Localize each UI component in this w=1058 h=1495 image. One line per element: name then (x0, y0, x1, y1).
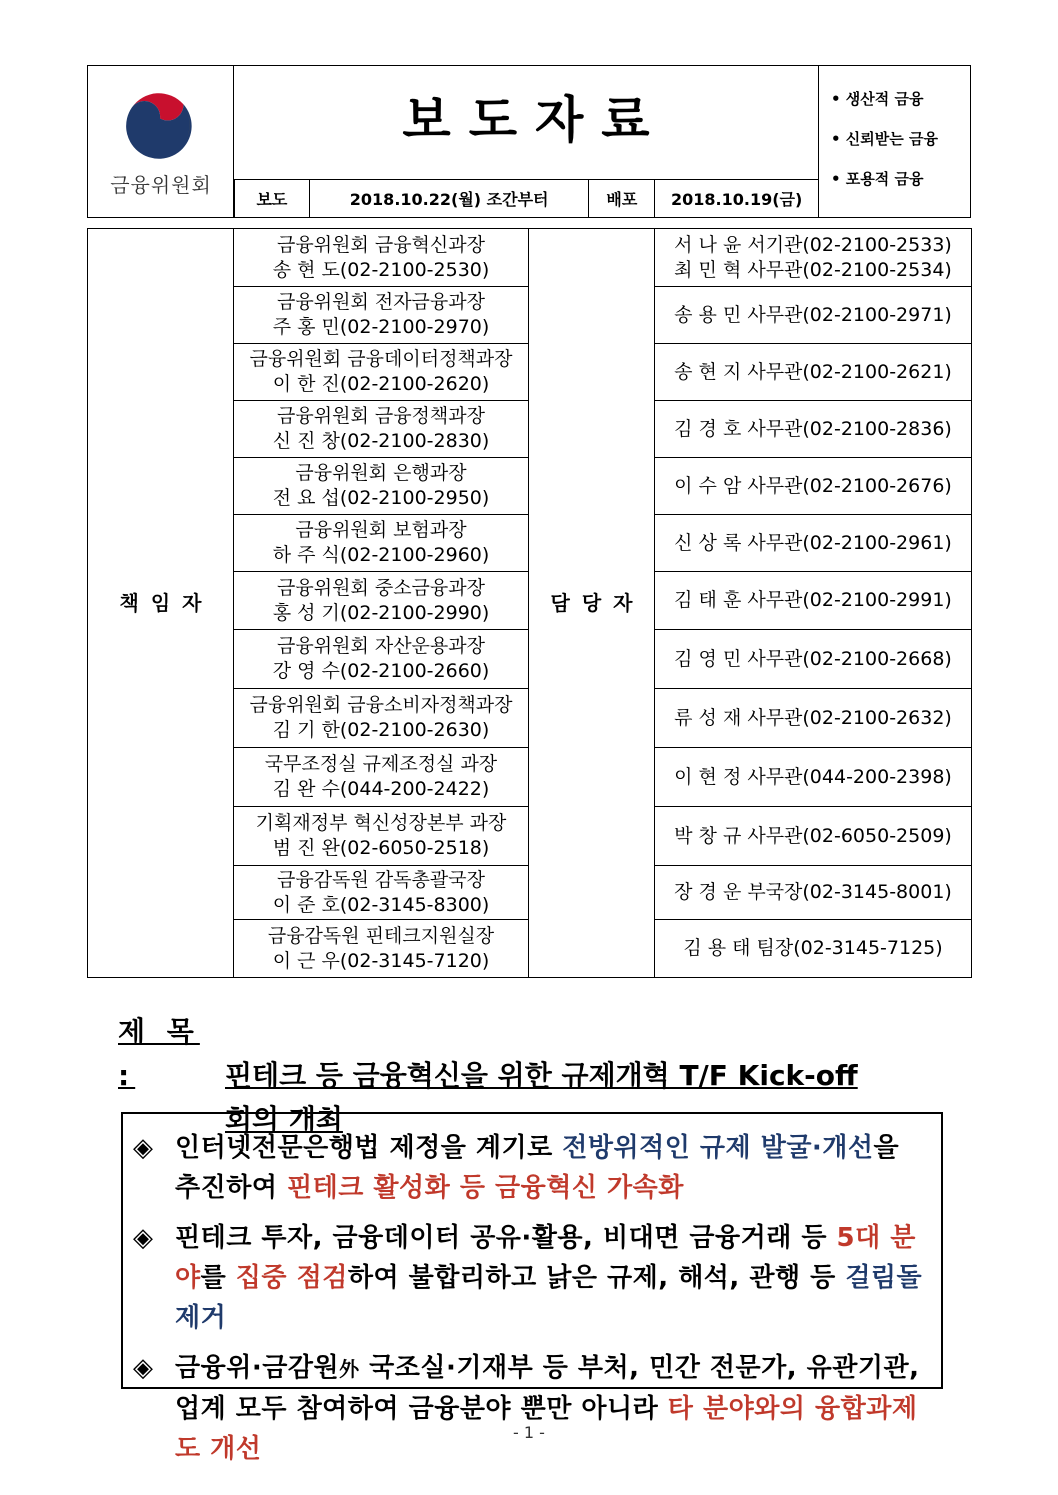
responsible-name-phone: 이 준 호(02-3145-8300) (272, 893, 490, 916)
staff-cell (655, 748, 972, 807)
responsible-org: 금융위원회 자산운용과장 (277, 635, 485, 657)
responsible-org: 기획재정부 혁신성장본부 과장 (255, 812, 507, 834)
staff-name-phone: 장 경 운 부국장(02-3145-8001) (674, 881, 952, 903)
staff-cell (655, 572, 972, 630)
staff-cell (655, 689, 972, 748)
responsible-org: 금융위원회 금융정책과장 (277, 405, 485, 427)
table-row (88, 229, 972, 287)
bullet-1-highlight-red: 핀테크 활성화 등 금융혁신 가속화 (287, 1173, 684, 1203)
bullet-1-text-a: 인터넷전문은행법 제정을 계기로 (175, 1133, 563, 1163)
responsible-org: 금융위원회 금융데이터정책과장 (249, 348, 513, 370)
responsible-name-phone: 전 요 섭(02-2100-2950) (272, 487, 490, 509)
responsible-label: 책임자 (88, 229, 234, 978)
fsc-logo-icon (121, 84, 199, 162)
staff-name-phone: 송 용 민 사무관(02-2100-2971) (674, 303, 952, 326)
staff-name-phone: 송 현 지 사무관(02-2100-2621) (674, 360, 952, 383)
responsible-org: 금융위원회 중소금융과장 (277, 576, 485, 599)
staff-name-phone: 김 영 민 사무관(02-2100-2668) (674, 647, 952, 670)
responsible-cell (234, 344, 529, 401)
press-release-header (87, 65, 971, 218)
subject-title-line2: 회의 개최 (225, 1103, 343, 1136)
summary-bullet-3 (133, 1348, 931, 1469)
staff-name-phone: 김 태 훈 사무관(02-2100-2991) (674, 589, 952, 611)
staff-label: 담당자 (529, 229, 655, 978)
responsible-cell (234, 401, 529, 458)
bullet-2-highlight-blue: 걸림돌 제거 (175, 1263, 923, 1333)
staff-cell (655, 401, 972, 458)
responsible-name-phone: 송 현 도(02-2100-2530) (272, 258, 490, 281)
bullet-3-text-b: 국조실·기재부 등 부처, 민간 전문가, 유관기관, 업계 모두 참여하여 금융분야 뿐만 아니라 (175, 1353, 920, 1424)
bullet-2-text-c: 하여 불합리하고 낡은 규제, 해석, 관행 등 (347, 1263, 846, 1293)
subject-title-line1: 핀테크 등 금융혁신을 위한 규제개혁 T/F Kick-off (225, 1059, 858, 1092)
responsible-cell (234, 458, 529, 515)
page-title: 보도자료 (402, 91, 668, 149)
responsible-cell (234, 866, 529, 920)
responsible-org: 금융위원회 은행과장 (295, 462, 467, 484)
title-cell (234, 66, 818, 174)
responsible-cell (234, 689, 529, 748)
bullet-3-text-small: 外 (339, 1357, 360, 1381)
staff-name-phone: 이 현 정 사무관(044-200-2398) (674, 765, 952, 788)
staff-name-phone: 서 나 윤 서기관(02-2100-2533) (674, 233, 952, 256)
summary-bullet-1 (133, 1128, 931, 1208)
responsible-name-phone: 하 주 식(02-2100-2960) (272, 544, 490, 566)
responsible-cell (234, 287, 529, 344)
staff-cell (655, 287, 972, 344)
staff-name-phone: 이 수 암 사무관(02-2100-2676) (674, 474, 952, 497)
staff-cell (655, 807, 972, 866)
slogan-productive: • 생산적 금융 (831, 90, 924, 108)
staff-name-phone: 박 창 규 사무관(02-6050-2509) (674, 824, 952, 847)
staff-name-phone: 최 민 혁 사무관(02-2100-2534) (674, 258, 952, 281)
responsible-org: 금융위원회 전자금융과장 (277, 291, 485, 313)
responsible-name-phone: 김 완 수(044-200-2422) (272, 778, 490, 800)
diamond-bullet-icon: ◈ (133, 1353, 153, 1383)
bullet-3-text-a: 금융위·금감원 (175, 1353, 340, 1383)
diamond-bullet-icon: ◈ (133, 1133, 153, 1163)
responsible-name-phone: 홍 성 기(02-2100-2990) (272, 601, 490, 624)
diamond-bullet-icon: ◈ (133, 1223, 153, 1253)
release-info-row (234, 179, 818, 217)
bullet-1-highlight-blue: 전방위적인 규제 발굴·개선 (562, 1133, 874, 1163)
release-label: 보도 (235, 180, 310, 217)
staff-cell (655, 866, 972, 920)
responsible-cell (234, 807, 529, 866)
bullet-2-highlight-red-a: 5대 분야 (175, 1223, 916, 1293)
staff-name-phone: 류 성 재 사무관(02-2100-2632) (674, 706, 952, 729)
responsible-org: 국무조정실 규제조정실 과장 (264, 753, 498, 775)
responsible-name-phone: 이 근 우(02-3145-7120) (272, 949, 490, 972)
staff-cell (655, 515, 972, 572)
responsible-cell (234, 920, 529, 978)
responsible-name-phone: 이 한 진(02-2100-2620) (272, 373, 490, 395)
slogan-inclusive: • 포용적 금융 (831, 170, 924, 188)
responsible-name-phone: 범 진 완(02-6050-2518) (272, 837, 490, 859)
staff-cell (655, 630, 972, 689)
staff-cell (655, 458, 972, 515)
responsible-name-phone: 김 기 한(02-2100-2630) (272, 719, 490, 741)
staff-name-phone: 김 용 태 팀장(02-3145-7125) (683, 937, 943, 959)
responsible-name-phone: 강 영 수(02-2100-2660) (272, 660, 490, 682)
responsible-name-phone: 주 홍 민(02-2100-2970) (272, 316, 490, 338)
responsible-cell (234, 572, 529, 630)
responsible-cell (234, 630, 529, 689)
release-date: 2018.10.22(월) 조간부터 (310, 180, 590, 217)
subject-label: 제 목 : (118, 1015, 200, 1092)
distribution-date: 2018.10.19(금) (670, 190, 803, 209)
staff-name-phone: 김 경 호 사무관(02-2100-2836) (674, 417, 952, 440)
responsible-cell (234, 229, 529, 287)
responsible-org: 금융위원회 금융소비자정책과장 (249, 694, 513, 716)
slogan-trusted: • 신뢰받는 금융 (831, 130, 938, 148)
responsible-cell (234, 515, 529, 572)
responsible-org: 금융위원회 금융혁신과장 (277, 233, 485, 256)
bullet-2-text-a: 핀테크 투자, 금융데이터 공유·활용, 비대면 금융거래 등 (175, 1223, 837, 1253)
distribution-label: 배포 (589, 180, 655, 217)
staff-name-phone: 신 상 록 사무관(02-2100-2961) (674, 531, 952, 554)
summary-bullet-2 (133, 1218, 931, 1338)
bullet-3-highlight-red: 타 분야와의 융합과제도 개선 (175, 1394, 918, 1464)
staff-cell (655, 229, 972, 287)
responsible-org: 금융위원회 보험과장 (295, 519, 467, 541)
responsible-name-phone: 신 진 창(02-2100-2830) (272, 430, 490, 452)
contacts-table (87, 228, 972, 978)
responsible-org: 금융감독원 감독총괄국장 (277, 868, 485, 891)
staff-cell (655, 920, 972, 978)
responsible-cell (234, 748, 529, 807)
org-name: 금융위원회 (110, 173, 212, 197)
bullet-2-text-b: 를 (200, 1263, 236, 1293)
page-number: - 1 - (513, 1423, 545, 1442)
summary-box (121, 1112, 943, 1464)
staff-cell (655, 344, 972, 401)
bullet-2-highlight-red-b: 집중 점검 (235, 1263, 348, 1293)
logo-cell (88, 66, 234, 217)
bullet-1-text-b: 을 추진하여 (175, 1133, 900, 1203)
slogan-list (818, 66, 972, 217)
responsible-org: 금융감독원 핀테크지원실장 (267, 924, 495, 947)
